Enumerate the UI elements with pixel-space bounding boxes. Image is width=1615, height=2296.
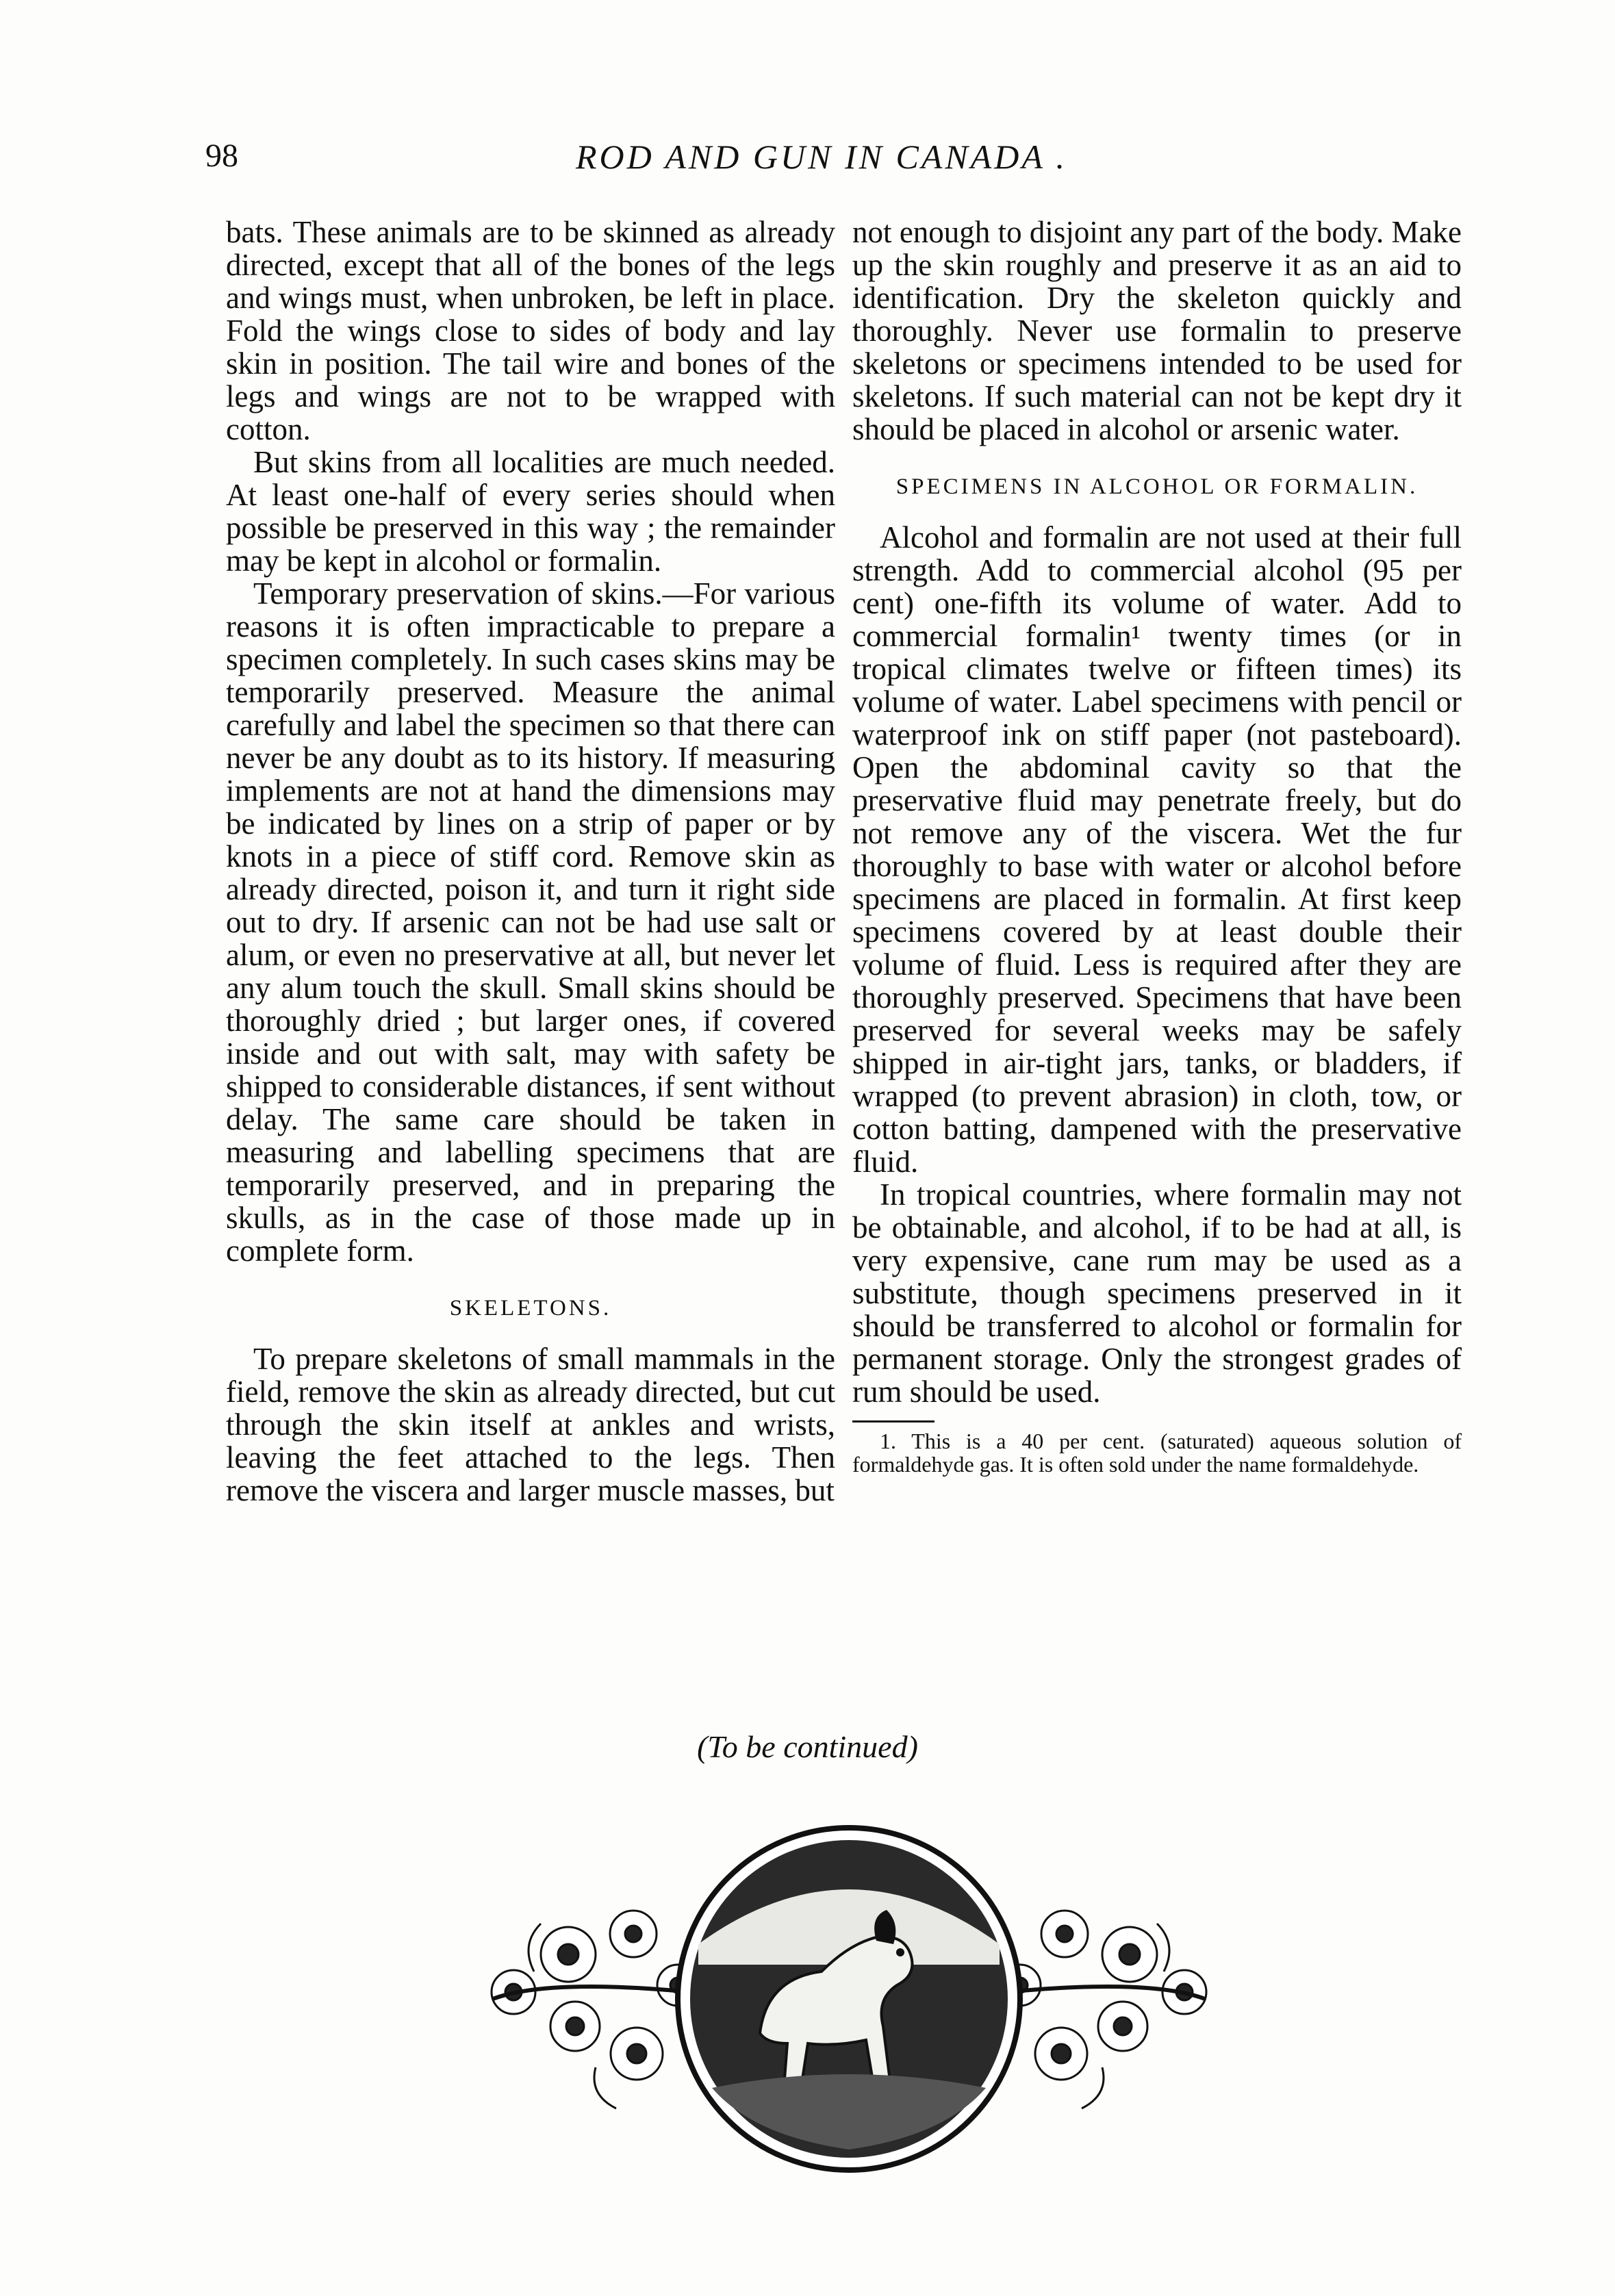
section-heading-skeletons: SKELETONS. xyxy=(449,1296,612,1321)
dog-vignette-icon xyxy=(466,1807,1232,2191)
section-heading-specimens: SPECIMENS IN ALCOHOL OR FORMALIN. xyxy=(895,474,1419,499)
paragraph: To prepare skeletons of small mammals in the field, remove the skin as already directed, but cut through the skin itself at ankles and wrists, leaving the feet attached to the legs. Then remove the viscera and larger muscle masses, but xyxy=(226,1342,835,1507)
footnote-divider xyxy=(852,1420,934,1423)
paragraph: Temporary preservation of skins.—For various reasons it is often impracticable to prepare a specimen completely. In such cases skins may be temporarily preserved. Measure the animal carefully and label the specimen so that there can never be any doubt as to its history. If measuring implements are not at hand the dimensions may be indicated by lines on a strip of paper or by knots in a piece of stiff cord. Remove skin as already directed, poison it, and turn it right side out to dry. If arsenic can not be had use salt or alum, or even no preservative at all, but never let any alum touch the skull. Small skins should be thoroughly dried ; but larger ones, if covered inside and out with salt, may with safety be shipped to considerable distances, if sent without delay. The same care should be taken in measuring and labelling specimens that are temporarily preserved, and in preparing the skulls, as in the case of those made up in complete form. xyxy=(226,576,835,1268)
continued-text: (To be continued) xyxy=(697,1729,918,1764)
paragraph: In tropical countries, where formalin may not be obtainable, and alcohol, if to be had at all, is very expensive, cane rum may be used as a substitute, though specimens preserved in it should be transferred to alcohol or formalin for permanent storage. Only the strongest grades of rum should be used. xyxy=(852,1177,1462,1409)
paragraph: not enough to disjoint any part of the body. Make up the skin roughly and preserve it as an aid to identification. Dry the skeleton quickly and thoroughly. Never use formalin to preserve skeletons or specimens intended to be used for skeletons. If such material can not be kept dry it should be placed in alcohol or arsenic water. xyxy=(852,215,1462,446)
continued-note xyxy=(0,1729,1615,1765)
paragraph: bats. These animals are to be skinned as already directed, except that all of the bones of the legs and wings must, when unbroken, be left in place. Fold the wings close to sides of body and lay skin in position. The tail wire and bones of the legs and wings are not to be wrapped with cotton. xyxy=(226,215,835,446)
running-title: ROD AND GUN IN CANADA . xyxy=(576,138,1067,176)
left-column xyxy=(226,216,835,1507)
page-header xyxy=(205,137,1438,192)
footnote: 1. This is a 40 per cent. (saturated) aqueous solution of formaldehyde gas. It is often sold under the name formaldehyde. xyxy=(852,1429,1462,1477)
right-column xyxy=(852,216,1462,1476)
page-number: 98 xyxy=(205,138,238,174)
paragraph: But skins from all localities are much needed. At least one-half of every series should when possible be preserved in this way ; the remainder may be kept in alcohol or formalin. xyxy=(226,445,835,578)
paragraph: Alcohol and formalin are not used at their full strength. Add to commercial alcohol (95 per cent) one-fifth its volume of water. Add to commercial formalin¹ twenty times (or in tropical climates twelve or fifteen times) its volume of water. Label specimens with pencil or waterproof ink on stiff paper (not pasteboard). Open the abdominal cavity so that the preservative fluid may penetrate freely, but do not remove any of the viscera. Wet the fur thoroughly to base with water or alcohol before specimens are placed in formalin. At first keep specimens covered by at least double their volume of fluid. Less is required after they are thoroughly preserved. Specimens that have been preserved for several weeks may be safely shipped in air-tight jars, tanks, or bladders, if wrapped (to prevent abrasion) in cloth, tow, or cotton batting, dampened with the preservative fluid. xyxy=(852,520,1462,1179)
